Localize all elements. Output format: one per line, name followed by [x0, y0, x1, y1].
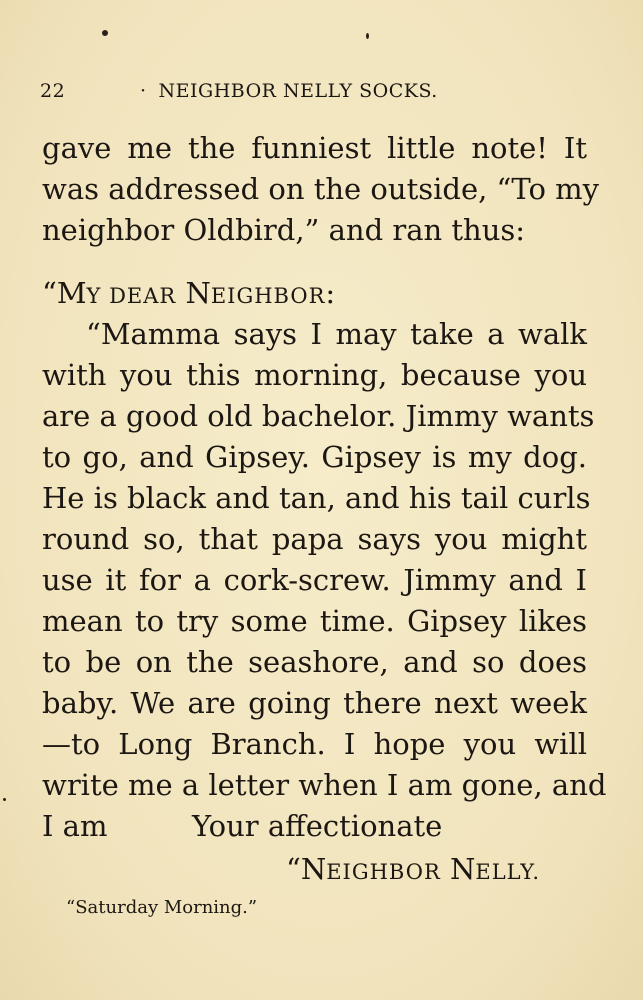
letter-dateline: “Saturday Morning.”: [66, 897, 258, 918]
text-line: “Mamma says I may take a walk: [86, 317, 587, 351]
salutation-smallcaps: Y DEAR: [86, 284, 177, 308]
signature-smallcaps: ELLY.: [475, 860, 541, 884]
text-line: to go, and Gipsey. Gipsey is my dog.: [42, 440, 587, 474]
salutation-quote: “: [42, 276, 57, 310]
running-title-text: NEIGHBOR NELLY SOCKS.: [158, 80, 438, 102]
letter-salutation: [42, 273, 587, 314]
salutation-colon: :: [325, 276, 336, 310]
text-line: was addressed on the outside, “To my: [42, 172, 600, 206]
text-line: round so, that papa says you might: [42, 522, 587, 556]
text-line: He is black and tan, and his tail curls: [42, 481, 591, 515]
closing-left: I am: [42, 809, 108, 843]
text-line: neighbor Oldbird,” and ran thus:: [42, 213, 526, 247]
signature-cap: N: [450, 852, 476, 886]
text-line: are a good old bachelor. Jimmy wants: [42, 399, 595, 433]
page-header: [40, 80, 480, 110]
text-line: use it for a cork-screw. Jimmy and I: [42, 563, 587, 597]
closing-right: Your affectionate: [192, 809, 443, 843]
header-separator: ·: [140, 80, 147, 102]
text-line: write me a letter when I am gone, and: [42, 768, 607, 802]
text-line: with you this morning, because you: [42, 358, 587, 392]
ink-speck: [366, 33, 369, 39]
text-line: to be on the seashore, and so does: [42, 645, 587, 679]
text-line: —to Long Branch. I hope you will: [42, 727, 587, 761]
signature-cap: N: [300, 852, 327, 886]
running-title: [140, 80, 438, 102]
paragraph-gap: [42, 251, 587, 273]
signature-quote: “: [286, 852, 301, 886]
salutation-cap: M: [56, 276, 87, 310]
salutation-cap: N: [185, 276, 211, 310]
letter-signature: [286, 852, 540, 886]
page-number: 22: [40, 80, 66, 102]
text-line: baby. We are going there next week: [42, 686, 587, 720]
text-line: gave me the funniest little note! It: [42, 131, 587, 165]
salutation-smallcaps: EIGHBOR: [210, 284, 326, 308]
signature-smallcaps: EIGHBOR: [326, 860, 441, 884]
text-line: mean to try some time. Gipsey likes: [42, 604, 587, 638]
ink-speck: [102, 30, 108, 36]
ink-speck: [3, 798, 6, 801]
letter-closing: [42, 806, 587, 847]
body-text: [42, 128, 607, 847]
